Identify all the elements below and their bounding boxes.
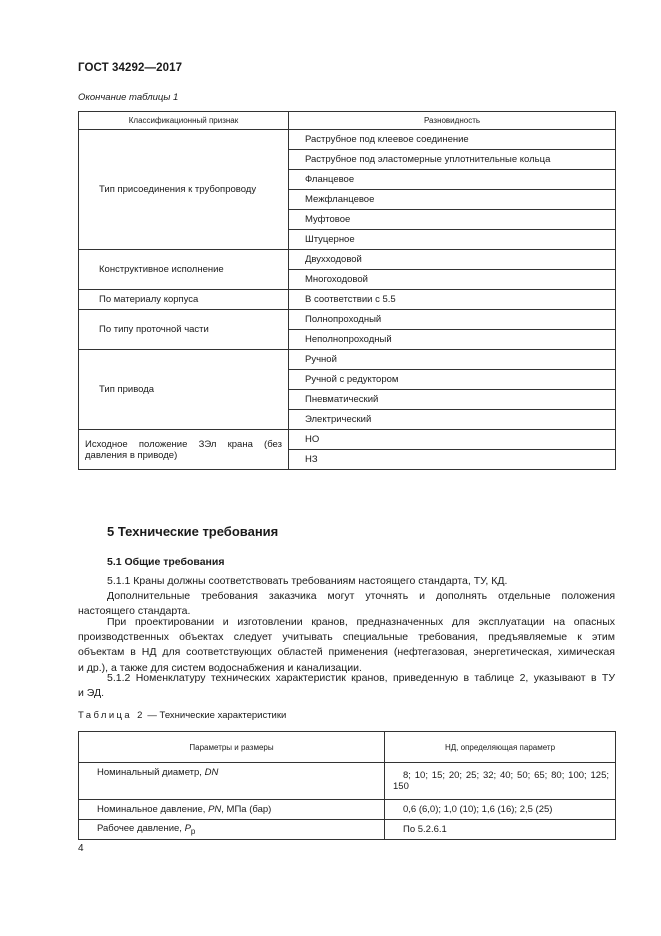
table-row bbox=[79, 763, 616, 800]
subsection-title: 5.1 Общие требования bbox=[107, 556, 225, 568]
variety-cell: Ручной с редуктором bbox=[289, 370, 616, 390]
paragraph-line: производственных объектах следует учитывать специальные требования, предъявляемые к этим bbox=[78, 631, 615, 644]
table-row bbox=[79, 820, 616, 840]
variety-cell: Раструбное под эластомерные уплотнительные кольца bbox=[289, 150, 616, 170]
param-cell bbox=[79, 763, 385, 800]
variety-cell: Полнопроходный bbox=[289, 310, 616, 330]
paragraph-line: и ЭД. bbox=[78, 687, 105, 700]
table-row bbox=[79, 250, 616, 270]
paragraph-line: настоящего стандарта. bbox=[78, 605, 191, 618]
table2-col-param: Параметры и размеры bbox=[79, 732, 385, 763]
table2-caption-title: — Технические характеристики bbox=[144, 710, 287, 721]
table1-col-variety: Разновидность bbox=[289, 112, 616, 130]
paragraph-line: объектам в НД для соответствующих областей применения (нефтегазовая, энергетическая, химическая bbox=[78, 646, 615, 659]
param-subscript: р bbox=[190, 826, 196, 836]
variety-cell: Электрический bbox=[289, 410, 616, 430]
paragraph-line: и др.), а также для систем водоснабжения и канализации. bbox=[78, 661, 362, 674]
section-title: 5 Технические требования bbox=[107, 524, 279, 539]
variety-cell: НЗ bbox=[289, 450, 616, 470]
variety-cell: Неполнопроходный bbox=[289, 330, 616, 350]
param-cell bbox=[79, 820, 385, 840]
table2-caption bbox=[78, 710, 286, 721]
variety-cell: Ручной bbox=[289, 350, 616, 370]
paragraph bbox=[78, 671, 615, 701]
feature-cell: По типу проточной части bbox=[79, 310, 289, 350]
table-row bbox=[79, 130, 616, 150]
table-row bbox=[79, 430, 616, 450]
page-number: 4 bbox=[78, 843, 84, 854]
feature-cell: Конструктивное исполнение bbox=[79, 250, 289, 290]
param-symbol: PN bbox=[208, 804, 222, 815]
table1-col-feature: Классификационный признак bbox=[79, 112, 289, 130]
table2-header-row bbox=[79, 732, 616, 763]
variety-cell: В соответствии с 5.5 bbox=[289, 290, 616, 310]
feature-cell bbox=[79, 430, 289, 470]
param-symbol: P bbox=[184, 823, 191, 835]
value-line: 8; 10; 15; 20; 25; 32; 40; 50; 65; 80; 100; 125; bbox=[403, 770, 609, 781]
paragraph bbox=[78, 574, 615, 589]
table-row bbox=[79, 350, 616, 370]
variety-cell: Фланцевое bbox=[289, 170, 616, 190]
document-code: ГОСТ 34292—2017 bbox=[78, 62, 183, 74]
feature-cell: По материалу корпуса bbox=[79, 290, 289, 310]
value-line: 150 bbox=[393, 781, 409, 792]
table1-caption: Окончание таблицы 1 bbox=[78, 92, 179, 103]
variety-cell: Раструбное под клеевое соединение bbox=[289, 130, 616, 150]
param-text: Номинальный диаметр, bbox=[97, 767, 205, 778]
table-row bbox=[79, 290, 616, 310]
variety-cell: НО bbox=[289, 430, 616, 450]
table-row bbox=[79, 800, 616, 820]
variety-cell: Многоходовой bbox=[289, 270, 616, 290]
paragraph-line: 5.1.1 Краны должны соответствовать требованиям настоящего стандарта, ТУ, КД. bbox=[107, 575, 508, 587]
variety-cell: Межфланцевое bbox=[289, 190, 616, 210]
variety-cell: Муфтовое bbox=[289, 210, 616, 230]
paragraph-line: Дополнительные требования заказчика могут уточнять и дополнять отдельные положения bbox=[107, 590, 615, 602]
value-cell: По 5.2.6.1 bbox=[385, 820, 616, 840]
paragraph-line: 5.1.2 Номенклатуру технических характеристик кранов, приведенную в таблице 2, указывают в ТУ bbox=[107, 672, 615, 684]
value-cell: 0,6 (6,0); 1,0 (10); 1,6 (16); 2,5 (25) bbox=[385, 800, 616, 820]
feature-cell: Тип присоединения к трубопроводу bbox=[79, 130, 289, 250]
variety-cell: Двухходовой bbox=[289, 250, 616, 270]
variety-cell: Штуцерное bbox=[289, 230, 616, 250]
table1-header-row bbox=[79, 112, 616, 130]
table2-caption-label: Таблица 2 bbox=[78, 710, 145, 721]
paragraph-line: При проектировании и изготовлении кранов, предназначенных для эксплуатации на опасных bbox=[107, 616, 615, 628]
feature-line: давления в приводе) bbox=[85, 449, 178, 461]
table-row bbox=[79, 310, 616, 330]
param-text: , МПа (бар) bbox=[221, 804, 272, 815]
feature-cell: Тип привода bbox=[79, 350, 289, 430]
param-text: Номинальное давление, bbox=[97, 804, 209, 815]
table1 bbox=[78, 111, 616, 470]
value-cell bbox=[385, 763, 616, 800]
paragraph bbox=[78, 615, 615, 676]
param-cell bbox=[79, 800, 385, 820]
param-symbol: DN bbox=[204, 767, 219, 778]
feature-line: Исходное положение ЗЭл крана (без bbox=[85, 438, 282, 450]
variety-cell: Пневматический bbox=[289, 390, 616, 410]
param-text: Рабочее давление, bbox=[97, 823, 185, 835]
table2-col-nd: НД, определяющая параметр bbox=[385, 732, 616, 763]
table2 bbox=[78, 731, 616, 840]
